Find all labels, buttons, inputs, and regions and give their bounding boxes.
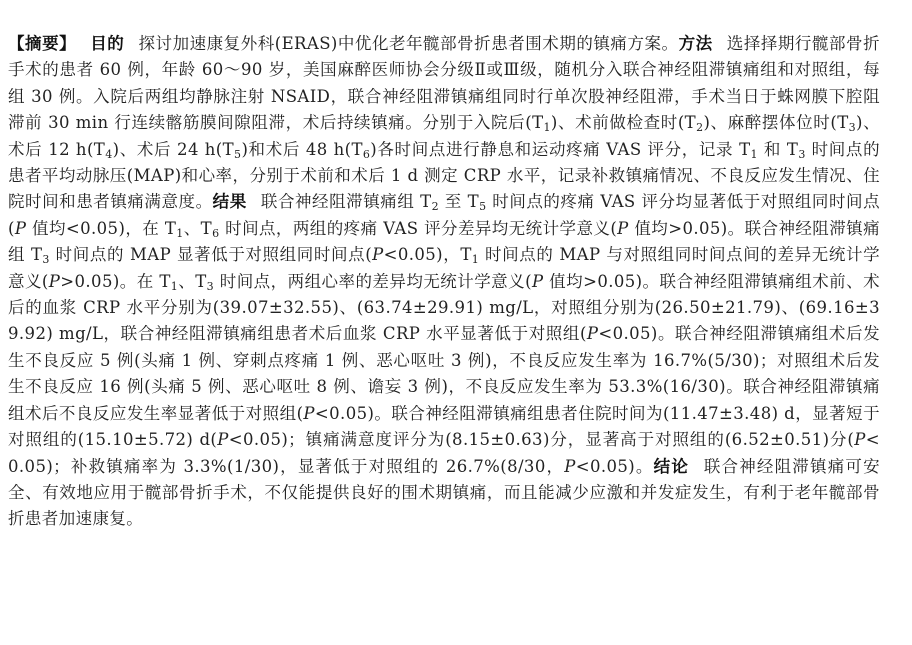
objective-heading: 目的 [90,34,125,53]
methods-heading: 方法 [678,34,713,53]
abstract-paragraph [8,31,880,533]
conclusion-heading: 结论 [653,456,690,476]
methods-text: 选择择期行髋部骨折手术的患者 60 例，年龄 60～90 岁，美国麻醉医师协会分级Ⅱ或Ⅲ级，随机分入联合神经阻滞镇痛组和对照组，每组 30 例。入院后两组均静脉注射 NSAID，联合神经阻滞镇痛组同时行单次股神经阻滞，手术当日于蛛网膜下腔阻滞前 30 min 行连续髂筋膜间隙阻滞，术后持续镇痛。分别于入院后$(T_1)$、术前做检查时$(T_2)$、麻醉摆体位时$(T_3)$、术后 12 $h(T_4)$、术后 24 $h(T_5)$和术后 48 $h(T_6)$各时间点进行静息和运动疼痛 VAS 评分，记录 $T_1$ 和 $T_3$ 时间点的患者平均动脉压(MAP)和心率，分别于术前和术后 1 d 测定 CRP 水平，记录补救镇痛情况、不良反应发生情况、住院时间和患者镇痛满意度。 [8,34,881,212]
objective-text: 探讨加速康复外科(ERAS)中优化老年髋部骨折患者围术期的镇痛方案。 [138,34,679,53]
results-heading: 结果 [212,192,247,212]
results-text: 联合神经阻滞镇痛组 $T_2$ 至 $T_5$ 时间点的疼痛 VAS 评分均显著低于对照组同时间点(P 值均<0.05)，在 $T_1$、$T_6$ 时间点，两组的疼痛 VAS 评分差异均无统计学意义(P 值均>0.05)。联合神经阻滞镇痛组 $T_3$ 时间点的 MAP 显著低于对照组同时间点(P<0.05)，$T_1$ 时间点的 MAP 与对照组同时间点间的差异无统计学意义(P>0.05)。在 $T_1$、$T_3$ 时间点，两组心率的差异均无统计学意义(P 值均>0.05)。联合神经阻滞镇痛组术前、术后的血浆 CRP 水平分别为(39.07±32.55)、(63.74±29.91) mg/L，对照组分别为(26.50±21.79)、(69.16±39.92) mg/L，联合神经阻滞镇痛组患者术后血浆 CRP 水平显著低于对照组(P<0.05)。联合神经阻滞镇痛组术后发生不良反应 5 例(头痛 1 例、穿刺点疼痛 1 例、恶心呕吐 3 例)，不良反应发生率为 16.7%(5/30)；对照组术后发生不良反应 16 例(头痛 5 例、恶心呕吐 8 例、谵妄 3 例)，不良反应发生率为 53.3%(16/30)。联合神经阻滞镇痛组术后不良反应发生率显著低于对照组(P<0.05)。联合神经阻滞镇痛组患者住院时间为(11.47±3.48) d，显著短于对照组的(15.10±5.72) d(P<0.05)；镇痛满意度评分为(8.15±0.63)分，显著高于对照组的(6.52±0.51)分(P<0.05)；补救镇痛率为 3.3%(1/30)，显著低于对照组的 26.7%(8/30，P<0.05)。 [8,192,880,476]
abstract-label: 【摘要】 [8,34,77,53]
conclusion-text: 联合神经阻滞镇痛可安全、有效地应用于髋部骨折手术，不仅能提供良好的围术期镇痛，而且能减少应激和并发症发生，有利于老年髋部骨折患者加速康复。 [8,456,880,529]
